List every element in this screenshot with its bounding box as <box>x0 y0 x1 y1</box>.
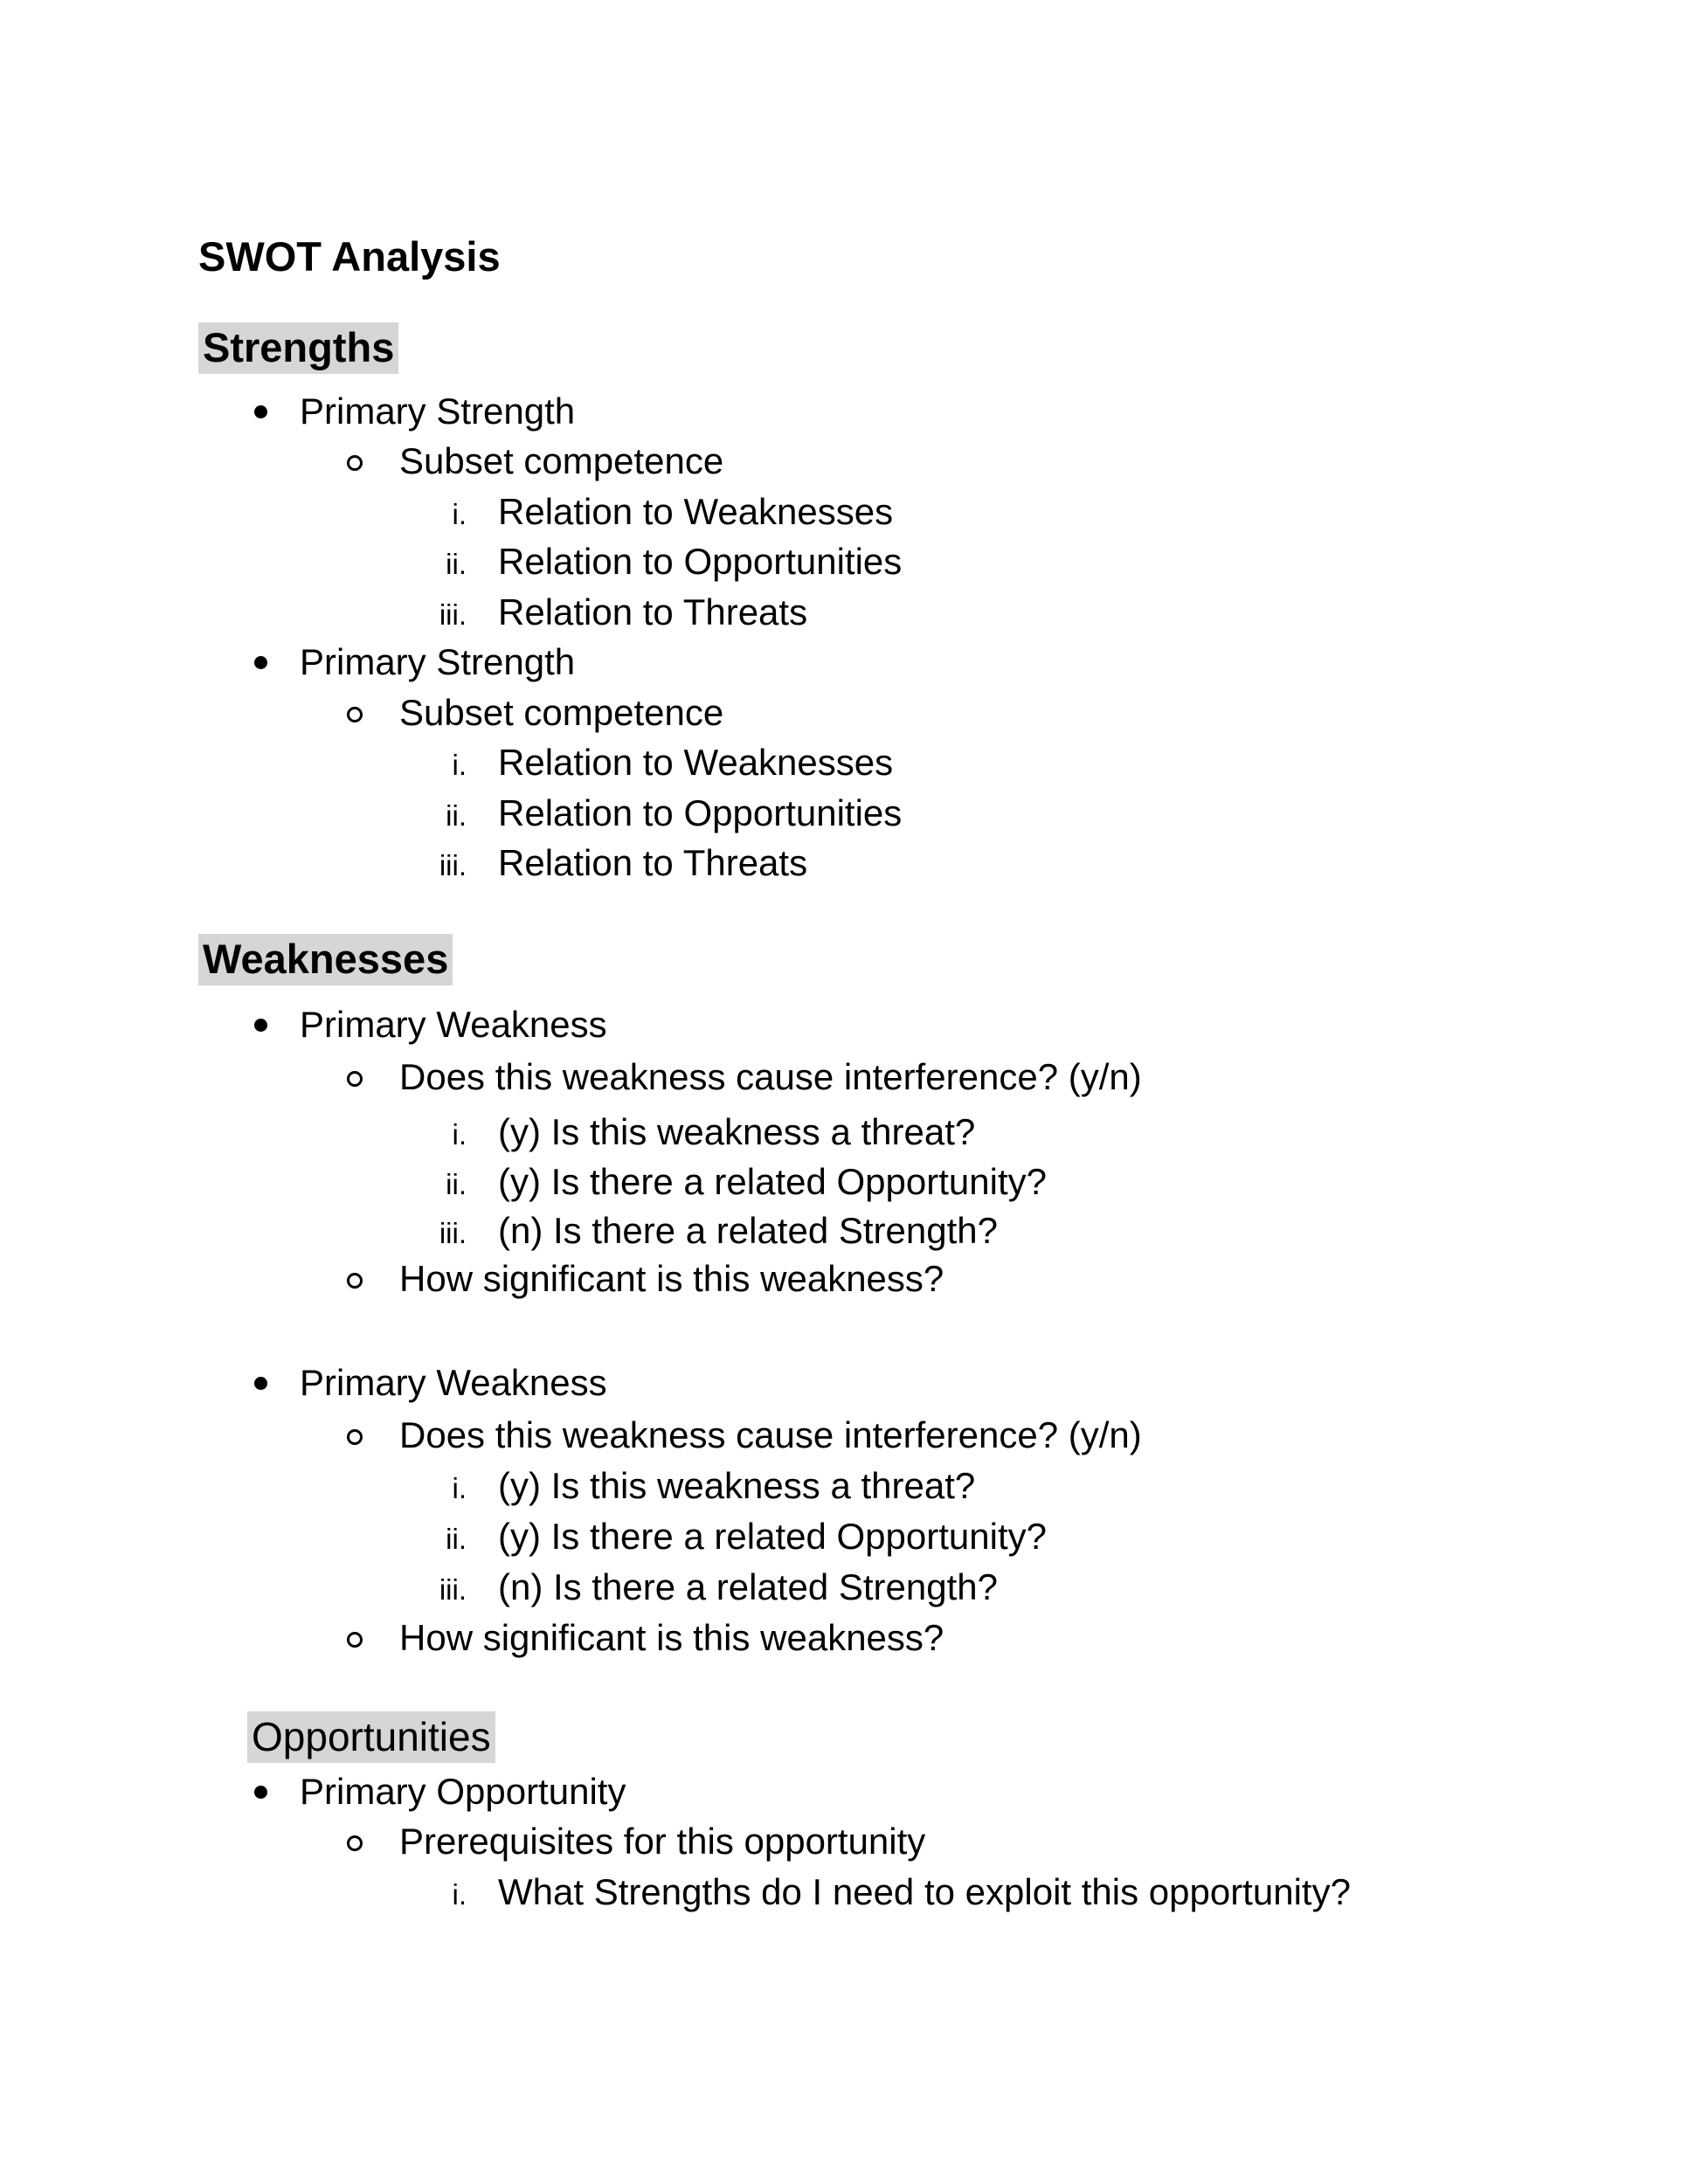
roman-numeral-marker: iii. <box>439 1573 467 1606</box>
list-item-text: Relation to Threats <box>498 591 808 632</box>
list-item-text: (y) Is there a related Opportunity? <box>498 1161 1047 1202</box>
circle-bullet-icon <box>347 707 363 722</box>
bullet-icon <box>254 405 267 418</box>
list-item-text: Relation to Opportunities <box>498 792 903 833</box>
list-item <box>0 1206 1688 1255</box>
list-item-text: Subset competence <box>399 692 724 733</box>
list-item-text: Relation to Weaknesses <box>498 742 894 783</box>
list-item-text: (n) Is there a related Strength? <box>498 1210 998 1251</box>
list-item-text: (y) Is this weakness a threat? <box>498 1465 976 1506</box>
roman-numeral-marker: iii. <box>439 1217 467 1249</box>
list-item <box>0 638 1688 687</box>
circle-bullet-icon <box>347 1835 363 1851</box>
list-item-text: Prerequisites for this opportunity <box>399 1821 926 1862</box>
list-item <box>0 588 1688 637</box>
roman-numeral-marker: ii. <box>446 1168 467 1200</box>
bullet-icon <box>254 1019 267 1032</box>
list-item-text: Relation to Threats <box>498 842 808 883</box>
roman-numeral-marker: iii. <box>439 598 467 631</box>
section-heading-text: Strengths <box>198 322 398 374</box>
roman-numeral-marker: i. <box>452 498 467 530</box>
list-item <box>0 1817 1688 1866</box>
list-item <box>0 1000 1688 1049</box>
list-item <box>0 1358 1688 1407</box>
roman-numeral-marker: ii. <box>446 1523 467 1555</box>
roman-numeral-marker: ii. <box>446 548 467 580</box>
circle-bullet-icon <box>347 1071 363 1087</box>
list-item-text: Subset competence <box>399 440 724 481</box>
list-item-text: Primary Opportunity <box>300 1771 626 1812</box>
list-item <box>0 1053 1688 1102</box>
circle-bullet-icon <box>347 1273 363 1289</box>
list-item <box>0 1512 1688 1561</box>
list-item-text: What Strengths do I need to exploit this opportunity? <box>498 1871 1351 1912</box>
list-item <box>0 1108 1688 1157</box>
section-heading-text: Weaknesses <box>198 934 453 985</box>
list-item-text: Primary Weakness <box>300 1004 607 1045</box>
bullet-icon <box>254 656 267 669</box>
document-title <box>0 232 1688 281</box>
list-item <box>0 789 1688 838</box>
section-heading-text: Opportunities <box>247 1711 495 1763</box>
list-item-text: (y) Is this weakness a threat? <box>498 1111 976 1152</box>
list-item-text: Does this weakness cause interference? (y/n) <box>399 1414 1142 1455</box>
section-heading-weaknesses <box>0 934 1688 983</box>
bullet-icon <box>254 1786 267 1799</box>
roman-numeral-marker: ii. <box>446 799 467 832</box>
list-item <box>0 1158 1688 1206</box>
circle-bullet-icon <box>347 1632 363 1648</box>
list-item-text: Relation to Weaknesses <box>498 491 894 532</box>
list-item <box>0 1868 1688 1917</box>
list-item-text: Primary Weakness <box>300 1362 607 1403</box>
list-item-text: How significant is this weakness? <box>399 1258 944 1299</box>
roman-numeral-marker: i. <box>452 1472 467 1504</box>
list-item-text: Relation to Opportunities <box>498 541 903 582</box>
list-item <box>0 437 1688 486</box>
roman-numeral-marker: i. <box>452 1878 467 1911</box>
list-item-text: How significant is this weakness? <box>399 1617 944 1658</box>
list-item <box>0 839 1688 888</box>
list-item <box>0 738 1688 787</box>
bullet-icon <box>254 1377 267 1390</box>
list-item <box>0 1411 1688 1460</box>
circle-bullet-icon <box>347 1429 363 1445</box>
list-item <box>0 1767 1688 1816</box>
section-heading-strengths <box>0 322 1688 371</box>
list-item-text: Does this weakness cause interference? (y/n) <box>399 1056 1142 1097</box>
list-item <box>0 1462 1688 1510</box>
list-item-text: (y) Is there a related Opportunity? <box>498 1516 1047 1557</box>
roman-numeral-marker: iii. <box>439 849 467 881</box>
list-item-text: Primary Strength <box>300 641 576 682</box>
list-item <box>0 1614 1688 1662</box>
list-item <box>0 487 1688 536</box>
list-item-text: (n) Is there a related Strength? <box>498 1566 998 1607</box>
list-item-text: Primary Strength <box>300 390 576 432</box>
circle-bullet-icon <box>347 455 363 471</box>
list-item <box>0 1254 1688 1303</box>
document-title-text: SWOT Analysis <box>198 233 501 280</box>
list-item <box>0 1563 1688 1612</box>
section-heading-opportunities <box>0 1711 1688 1760</box>
list-item <box>0 537 1688 586</box>
roman-numeral-marker: i. <box>452 749 467 781</box>
list-item <box>0 387 1688 436</box>
roman-numeral-marker: i. <box>452 1118 467 1151</box>
list-item <box>0 688 1688 737</box>
